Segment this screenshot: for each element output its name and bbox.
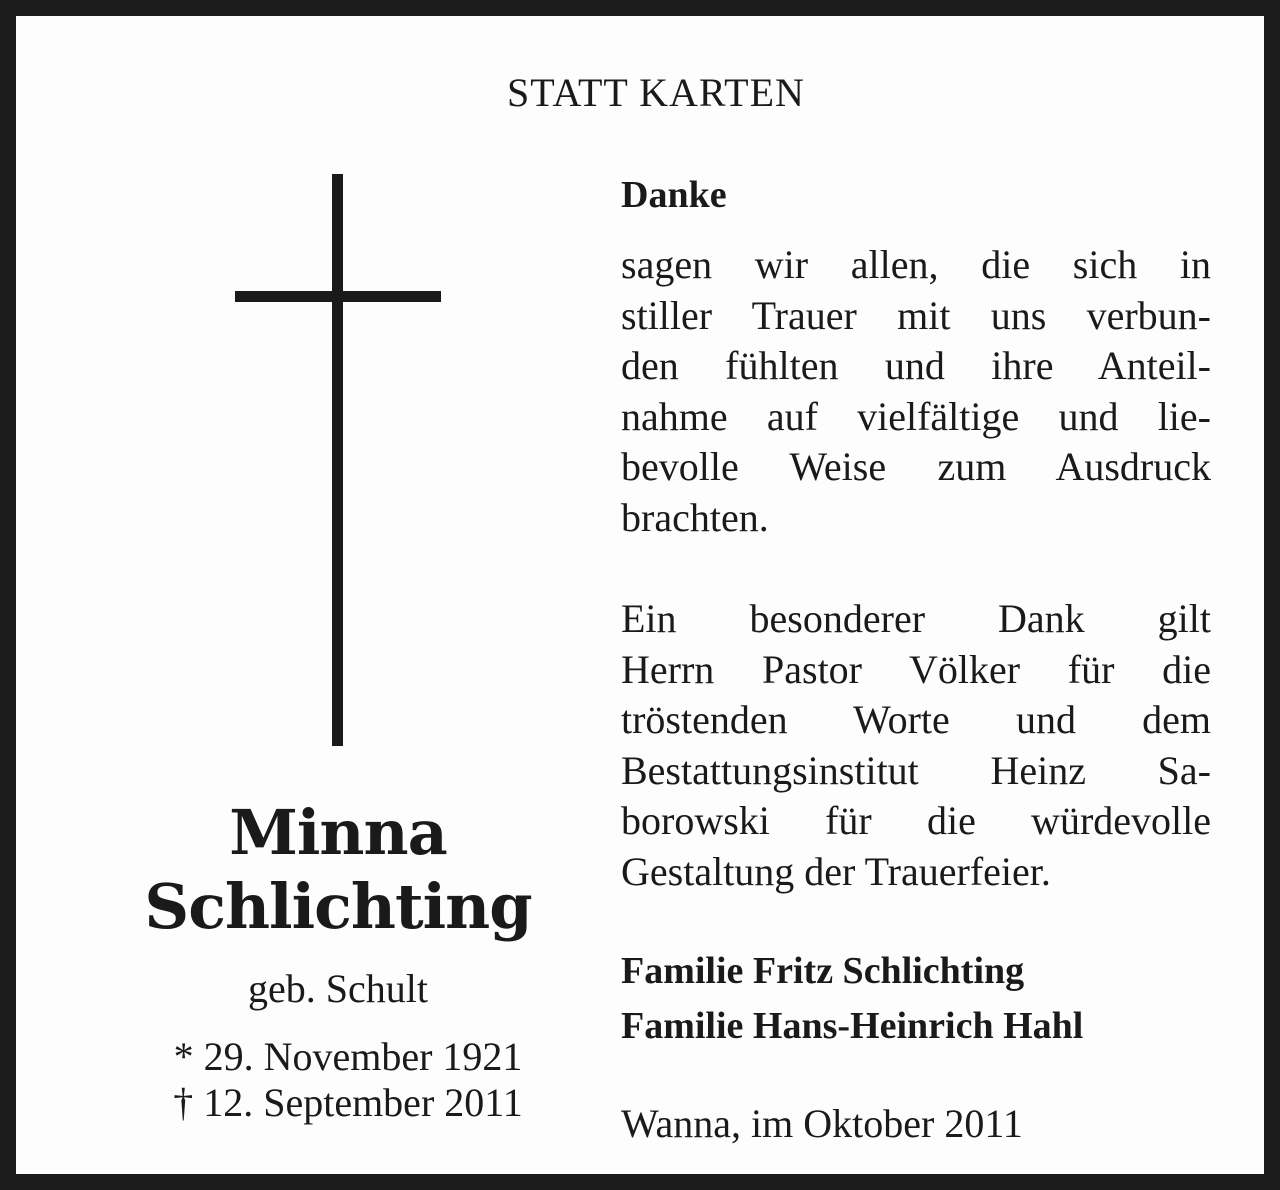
deceased-dates [86,1034,610,1126]
paragraph-line: borowski für die würdevolle [621,798,1211,843]
thanks-paragraph-1 [621,240,1211,543]
paragraph-line: sagen wir allen, die sich in [621,242,1211,287]
paragraph-line: Ein besonderer Dank gilt [621,596,1211,641]
death-date: † 12. September 2011 [173,1080,523,1125]
paragraph-line: stiller Trauer mit uns verbun- [621,292,1211,338]
paragraph-line: Bestattungsinstitut Heinz Sa- [621,747,1211,793]
paragraph-line: nahme auf vielfältige und lie- [621,393,1211,439]
deceased-birth-name: geb. Schult [248,966,428,1011]
family-signatures [621,944,1211,1054]
deceased-name [76,796,600,944]
paragraph-line: tröstenden Worte und dem [621,697,1211,742]
paragraph-line: bevolle Weise zum Ausdruck [621,444,1211,489]
deceased-last-name: Schlichting [144,870,532,943]
notice-header: STATT KARTEN [507,70,805,115]
birth-date: * 29. November 1921 [173,1034,523,1079]
thanks-title: Danke [621,174,727,216]
cross-horizontal-bar [235,291,441,302]
paragraph-line: den fühlten und ihre Anteil- [621,343,1211,388]
family-name: Familie Fritz Schlichting [621,950,1025,992]
family-name: Familie Hans-Heinrich Hahl [621,1005,1084,1047]
paragraph-line: brachten. [621,494,769,540]
cross-vertical-bar [332,174,343,746]
place-and-date: Wanna, im Oktober 2011 [621,1101,1023,1146]
thanks-paragraph-2 [621,594,1211,897]
paragraph-line: Gestaltung der Trauerfeier. [621,848,1051,894]
deceased-first-name: Minna [229,796,447,869]
paragraph-line: Herrn Pastor Völker für die [621,646,1211,692]
